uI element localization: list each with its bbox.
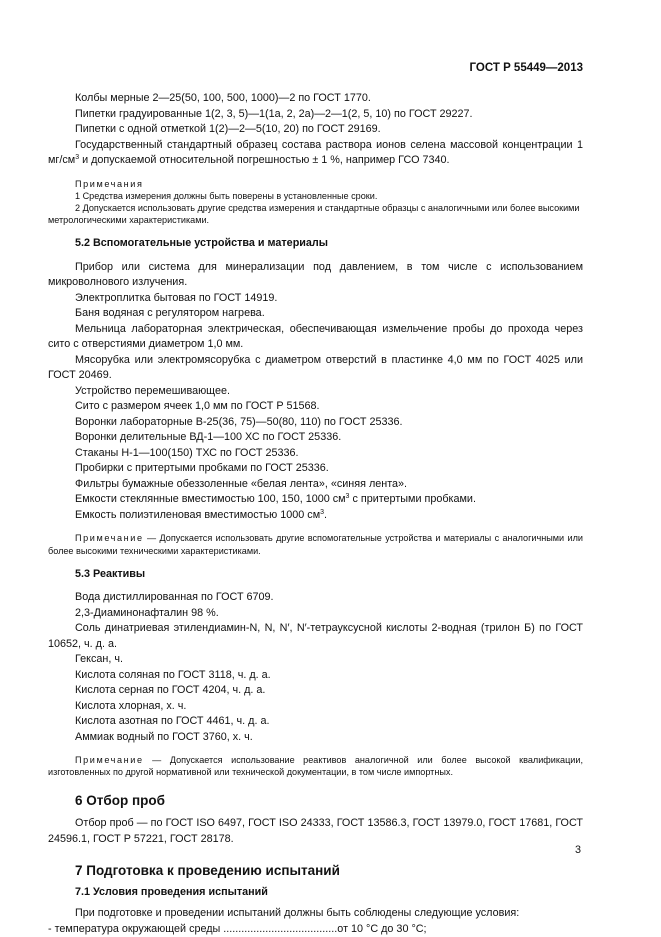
document-body xyxy=(48,91,583,937)
reagent-item: Кислота хлорная, х. ч. xyxy=(75,699,187,712)
note-reagents: Примечание — Допускается использование реактивов аналогичной или более высокой квалификации, изготовленных по другой нормативной или технической документации, в том числе импортных. xyxy=(48,755,583,778)
aux-item: Воронки делительные ВД-1—100 ХС по ГОСТ 25336. xyxy=(75,431,342,444)
aux-item: Мясорубка или электромясорубка с диаметром отверстий в пластинке 4,0 мм по ГОСТ 4025 или ГОСТ 20469. xyxy=(48,353,583,382)
aux-item-glass-containers: Емкости стеклянные вместимостью 100, 150, 1000 $см^3$ с притертыми пробками. xyxy=(75,493,476,506)
section-7-title: 7 Подготовка к проведению испытаний xyxy=(75,863,340,879)
aux-item: Сито с размером ячеек 1,0 мм по ГОСТ Р 51568. xyxy=(75,400,320,413)
standard-sample-paragraph: Государственный стандартный образец состава раствора ионов селена массовой концентрации 1 $мг/см^3$ и допускаемой относительной погрешностью ± 1 %, например ГСО 7340. xyxy=(48,138,583,166)
reagent-item: Кислота серная по ГОСТ 4204, ч. д. а. xyxy=(75,684,266,697)
equipment-line: Пипетки градуированные 1(2, 3, 5)—1(1а, 2, 2а)—2—1(2, 5, 10) по ГОСТ 29227. xyxy=(75,107,473,120)
equipment-line: Колбы мерные 2—25(50, 100, 500, 1000)—2 по ГОСТ 1770. xyxy=(75,92,371,104)
page-number: 3 xyxy=(574,844,581,856)
aux-item: Баня водяная с регулятором нагрева. xyxy=(75,307,265,320)
section-7-1-title: 7.1 Условия проведения испытаний xyxy=(75,885,268,898)
document-header: ГОСТ Р 55449—2013 xyxy=(469,62,583,74)
notes-label: Примечания xyxy=(75,178,144,189)
reagent-item: Вода дистиллированная по ГОСТ 6709. xyxy=(75,591,274,604)
section-5-3-title: 5.3 Реактивы xyxy=(75,567,146,580)
aux-item: Стаканы Н-1—100(150) ТХС по ГОСТ 25336. xyxy=(75,446,299,459)
section-6-title: 6 Отбор проб xyxy=(75,792,165,808)
aux-item: Пробирки с притертыми пробками по ГОСТ 25336. xyxy=(75,462,329,475)
aux-item-poly-container: Емкость полиэтиленовая вместимостью 1000 $см^3$. xyxy=(75,508,328,521)
reagent-item: Гексан, ч. xyxy=(75,653,123,666)
section-5-2-title: 5.2 Вспомогательные устройства и материалы xyxy=(75,237,329,250)
aux-item: Фильтры бумажные обеззоленные «белая лента», «синяя лента». xyxy=(75,477,408,490)
section-6-text: Отбор проб — по ГОСТ ISO 6497, ГОСТ ISO 24333, ГОСТ 13586.3, ГОСТ 13979.0, ГОСТ 17681, ГОСТ 24596.1, ГОСТ Р 57221, ГОСТ 28178. xyxy=(48,817,583,845)
note-item: 2 Допускается использовать другие средства измерения и стандартные образцы с аналогичными или более высокими метрологическими характеристиками. xyxy=(48,202,580,226)
aux-item: Устройство перемешивающее. xyxy=(75,384,230,397)
aux-item: Мельница лабораторная электрическая, обеспечивающая измельчение пробы до прохода через сито с отверстиями диаметром 1,0 мм. xyxy=(48,322,583,351)
reagent-item: 2,3-Диаминонафталин 98 %. xyxy=(75,606,219,619)
reagent-item: Соль динатриевая этилендиамин-N, N, N′, N′-тетрауксусной кислоты 2-водная (трилон Б) по ГОСТ 10652, ч. д. а. xyxy=(48,622,583,650)
reagent-item: Аммиак водный по ГОСТ 3760, х. ч. xyxy=(75,730,253,743)
reagent-item: Кислота соляная по ГОСТ 3118, ч. д. а. xyxy=(75,668,271,681)
aux-item: Прибор или система для минерализации под давлением, в том числе с использованием микроволнового излучения. xyxy=(48,260,583,289)
section-7-1-item: - температура окружающей среды ......................................от 10 °С до 30 °С; xyxy=(48,922,427,935)
reagent-item: Кислота азотная по ГОСТ 4461, ч. д. а. xyxy=(75,715,270,728)
note-item: 1 Средства измерения должны быть поверены в установленные сроки. xyxy=(75,190,378,201)
note-aux: Примечание — Допускается использовать другие вспомогательные устройства и материалы с аналогичными или более высокими техническими характеристиками. xyxy=(48,533,583,556)
section-7-1-text: При подготовке и проведении испытаний должны быть соблюдены следующие условия: xyxy=(75,907,520,920)
equipment-line: Пипетки с одной отметкой 1(2)—2—5(10, 20) по ГОСТ 29169. xyxy=(75,123,381,135)
aux-item: Электроплитка бытовая по ГОСТ 14919. xyxy=(75,291,278,304)
aux-item: Воронки лабораторные В-25(36, 75)—50(80, 110) по ГОСТ 25336. xyxy=(75,415,403,428)
